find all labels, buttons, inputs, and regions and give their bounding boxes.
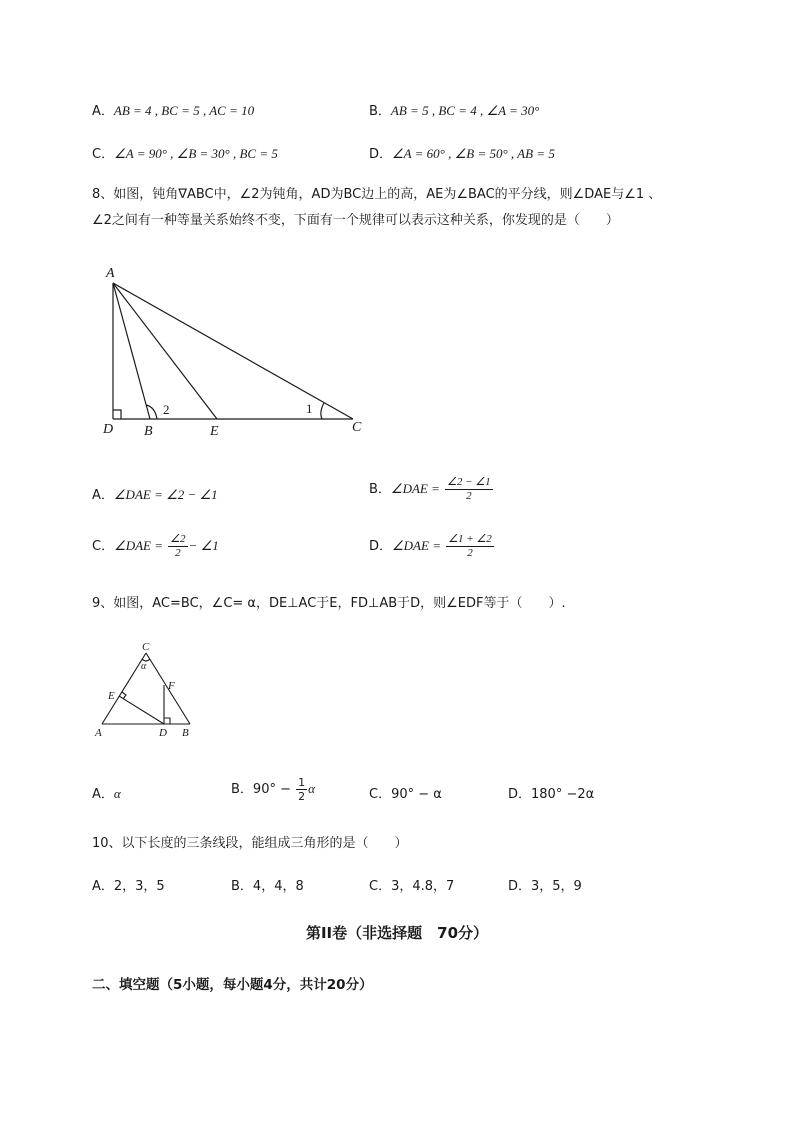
label-D: D: [103, 422, 114, 437]
label-B: B: [144, 424, 153, 439]
option-text: 180° −2α: [531, 787, 595, 802]
numerator: 1: [298, 776, 306, 789]
q7-option-c: [92, 143, 278, 162]
q8-option-c: [92, 533, 219, 560]
q7-option-a: [92, 100, 254, 119]
q10-option-c: C．3，4.8，7: [369, 879, 455, 894]
option-letter: D．: [369, 147, 393, 162]
label-E: E: [108, 690, 115, 702]
fraction: [445, 476, 493, 503]
denominator: 2: [467, 547, 473, 559]
q9-option-d: [508, 783, 594, 802]
q9-triangle-figure: [90, 635, 205, 745]
right-angle-D: [164, 718, 170, 724]
right-angle-mark: [113, 410, 121, 419]
option-text: ∠DAE = ∠2 − ∠1: [113, 487, 218, 502]
numerator: ∠2 − ∠1: [447, 476, 491, 488]
label-A: A: [106, 266, 115, 281]
label-E: E: [210, 424, 219, 439]
label-angle-2: 2: [163, 402, 170, 417]
q10-stem: 10、以下长度的三条线段，能组成三角形的是（ ）: [92, 836, 408, 851]
q9-option-c: [369, 783, 442, 802]
option-letter: D．: [369, 539, 393, 554]
option-text: α: [113, 786, 121, 801]
label-C: C: [142, 641, 150, 653]
option-letter: C．: [92, 539, 115, 554]
denominator: 2: [175, 547, 181, 559]
q8-option-b: [369, 476, 494, 503]
q8-stem-line1: 8、如图，钝角∇ABC中，∠2为钝角，AD为BC边上的高，AE为∠BAC的平分线，则∠DAE与∠1 、: [92, 187, 662, 202]
option-letter: A．: [92, 488, 114, 503]
label-F: F: [168, 680, 175, 692]
option-text: ∠A = 90° , ∠B = 30° , BC = 5: [114, 146, 278, 161]
option-letter: B．: [369, 482, 391, 497]
q7-option-b: [369, 100, 539, 119]
label-A: A: [95, 727, 102, 739]
q9-option-b: [231, 776, 315, 803]
numerator: ∠2: [170, 533, 186, 545]
q10-option-a: A．2，3，5: [92, 879, 165, 894]
option-letter: C．: [369, 787, 392, 802]
option-text: 90° − α: [391, 787, 442, 802]
option-letter: B．: [369, 104, 391, 119]
fraction: [446, 533, 494, 560]
denominator: 2: [298, 790, 306, 803]
section-title: 第II卷（非选择题 70分）: [305, 924, 489, 942]
side-AC: [102, 653, 146, 724]
q10-option-b: B．4，4，8: [231, 879, 304, 894]
q9-option-a: [92, 783, 121, 802]
fraction: [296, 776, 307, 803]
option-lhs: ∠DAE =: [390, 481, 440, 496]
option-letter: C．: [92, 147, 115, 162]
fraction: [168, 533, 187, 560]
option-letter: D．: [508, 787, 532, 802]
label-C: C: [352, 420, 362, 435]
option-text: AB = 5 , BC = 4 , ∠A = 30°: [390, 103, 540, 118]
q9-stem: 9、如图，AC=BC，∠C= α，DE⊥AC于E，FD⊥AB于D，则∠EDF等于（ ）.: [92, 596, 566, 611]
option-lhs: ∠DAE =: [392, 538, 441, 553]
option-post: α: [308, 781, 315, 796]
denominator: 2: [466, 490, 472, 502]
option-text: AB = 4 , BC = 5 , AC = 10: [113, 103, 255, 118]
numerator: ∠1 + ∠2: [448, 533, 492, 545]
bisector-AE: [113, 283, 217, 419]
option-letter: A．: [92, 787, 114, 802]
label-angle-1: 1: [306, 401, 313, 416]
label-D: D: [159, 727, 167, 739]
q7-option-d: [369, 143, 555, 162]
option-letter: B．: [231, 782, 253, 797]
q10-option-d: D．3，5，9: [508, 879, 582, 894]
option-lhs: ∠DAE =: [114, 538, 164, 553]
angle-1-arc: [321, 403, 324, 419]
segment-DE: [119, 696, 164, 724]
part-heading: 二、填空题（5小题，每小题4分，共计20分）: [92, 977, 373, 993]
side-AC: [113, 283, 353, 419]
option-text: ∠A = 60° , ∠B = 50° , AB = 5: [392, 146, 555, 161]
q8-option-a: [92, 484, 218, 503]
option-tail: − ∠1: [188, 538, 219, 553]
label-alpha: α: [141, 661, 147, 672]
q8-option-d: [369, 533, 495, 560]
q8-triangle-figure: [95, 258, 375, 443]
option-letter: A．: [92, 104, 114, 119]
label-B: B: [182, 727, 189, 739]
side-AB: [113, 283, 150, 419]
q8-stem-line2: ∠2之间有一种等量关系始终不变，下面有一个规律可以表示这种关系，你发现的是（ ）: [92, 213, 619, 228]
option-pre: 90° −: [252, 782, 291, 797]
